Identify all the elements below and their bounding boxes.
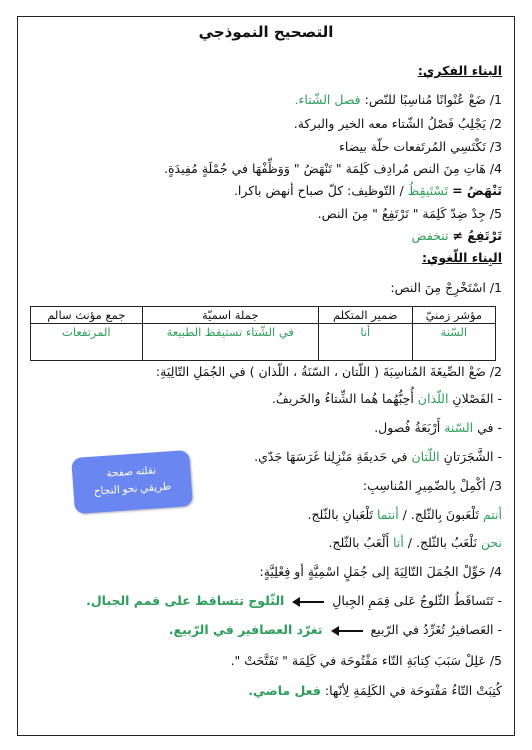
answer-text: فعل ماضي. [248, 683, 321, 698]
answer-text: فصل الشّتاء. [294, 92, 361, 107]
sentence-text: أُحِبُّهُما هُما الشِّتاءُ والخَريفُ. [271, 391, 414, 406]
section-heading-intellectual: البناء الفكري: [417, 63, 502, 78]
page-credit-badge [71, 450, 193, 514]
answer-text: نحن [480, 535, 502, 550]
answer-text: أنتما [376, 507, 399, 522]
worksheet-page [17, 16, 515, 736]
question-2: 2/ يَجْلِبُ فَصْلُ الشّتاء معه الخير والبركة. [293, 116, 502, 131]
grammar-question-3: 3/ أكْمِلْ بِالضّمِيرِ المُناسِبِ: [362, 478, 502, 493]
sentence-text: - الفَصْلانِ [452, 391, 502, 406]
sentence-text: في حَديقَةِ مَنْزِلِنا غَرَسَهَا جَدّي. [254, 449, 408, 464]
pronoun-line-1: أنتم تَلْعَبونَ بِالثّلج. / أنتما تَلْعَبانِ بالثّلج. [307, 507, 502, 522]
question-5-answer [30, 228, 502, 243]
usage-text: / التّوظيف: كلّ صباح أنهض باكرا. [233, 183, 404, 198]
word-label: تَنْهَضُ = [452, 183, 502, 198]
sentence-text: - في [477, 420, 502, 435]
answer-text: السّنة [444, 420, 474, 435]
grammar-question-2: 2/ ضَعْ الصِّيغَةَ المُناسِبَةَ ( اللّتان ، السّنَةُ ، اللّذان ) في الجُمَلِ التّالِيَةِ: [155, 364, 502, 379]
question-4-answer [30, 183, 502, 198]
transform-line-1 [30, 593, 502, 608]
sentence-text: - الشَّجَرَتانِ [443, 449, 502, 464]
word-label: تَرْتَفِعُ ≠ [452, 228, 502, 243]
table-row [31, 324, 496, 361]
extraction-table [30, 306, 496, 361]
sentence-text: تَلْعَبونَ بِالثّلج. [410, 507, 479, 522]
answer-text: أنتم [482, 507, 502, 522]
question-5: 5/ جِدْ ضِدّ كَلِمَة " تَرْتَفِعُ " مِنَ النص. [317, 206, 502, 221]
question-5-answer-line [30, 683, 502, 698]
question-1 [30, 92, 502, 107]
sentence-text: تَلْعَبانِ بالثّلج. [307, 507, 373, 522]
question-text: 1/ ضَعْ عُنْوانًا مُناسِبًا للنّص: [364, 92, 502, 107]
grammar-question-4: 4/ حَوِّلْ الجُمَلَ التّالِيَةَ إلى جُمَلٍ اسْمِيَّةٍ أو فِعْلِيَّةٍ: [259, 564, 502, 579]
grammar-question-1: 1/ اسْتَخْرِجْ مِنَ النص: [390, 280, 502, 295]
badge-line: نقلته صفحة [106, 465, 157, 480]
table-header-row [31, 307, 496, 324]
sentence-text: أَلْعَبُ بالثّلج. [328, 535, 390, 550]
question-3: 3/ تَكْتَسِي المُرتَفعات حلّة بيضاء [339, 139, 502, 154]
transform-line-2 [30, 622, 502, 637]
sentence-text: نَلْعَبُ بالثّلج. [415, 535, 477, 550]
answer-text: اللّذان [417, 391, 449, 406]
table-header: جملة اسميّة [142, 307, 318, 324]
answer-text: تنخفض [411, 228, 449, 243]
question-4: 4/ هَاتِ مِنَ النص مُرادِف كَلِمَة " تَنْهَضُ " وَوَظِّفْهَا في جُمْلَةٍ مُفِيدَةٍ. [163, 161, 502, 176]
left-arrow-icon [331, 626, 363, 636]
answer-text: تغرّد العصافير في الرّبيع. [168, 622, 323, 637]
sentence-text: كُتِبَتْ التّاءُ مَفْتوحَة في الكَلِمَةِ لِأنّها: [324, 683, 502, 698]
table-header: مؤشر زمنيّ [412, 307, 495, 324]
sentence-text: أَرْبَعَةُ فُصول. [374, 420, 441, 435]
answer-text: الثّلوج تتساقط على قمم الجبال. [86, 593, 285, 608]
badge-line: طريقي نحو النجاح [93, 481, 172, 498]
sentence-text: - العَصافيرُ تُغَرِّدُ في الرّبيع [370, 622, 502, 637]
table-cell: أنا [318, 324, 412, 361]
answer-text: اللّتان [411, 449, 440, 464]
left-arrow-icon [292, 597, 324, 607]
grammar-question-5: 5/ عَلِلْ سَبَبَ كِتابَةِ التّاء مَفْتُوحَة في كَلِمَة " تَفَتَّحَتْ ". [230, 653, 502, 668]
sentence-1 [30, 391, 502, 406]
table-header: جمع مؤنث سالم [31, 307, 143, 324]
pronoun-line-2: نحن نَلْعَبُ بالثّلج. / أنا أَلْعَبُ بالثّلج. [328, 535, 502, 550]
sentence-2 [30, 420, 502, 435]
table-cell: في الشّتاء تستيقظ الطبيعة [142, 324, 318, 361]
table-header: ضمير المتكلم [318, 307, 412, 324]
sentence-text: - تَتَساقَطُ الثّلوجُ عَلى قِمَمِ الجِبالِ [332, 593, 502, 608]
answer-text: أنا [393, 535, 404, 550]
page-title: التصحيح النموذجي [198, 23, 334, 41]
section-heading-linguistic: البِناء اللّغوي: [421, 250, 502, 265]
answer-text: تَسْتَيقِظُ [407, 183, 449, 198]
table-cell: المرتفعات [31, 324, 143, 361]
table-cell: السّنة [412, 324, 495, 361]
